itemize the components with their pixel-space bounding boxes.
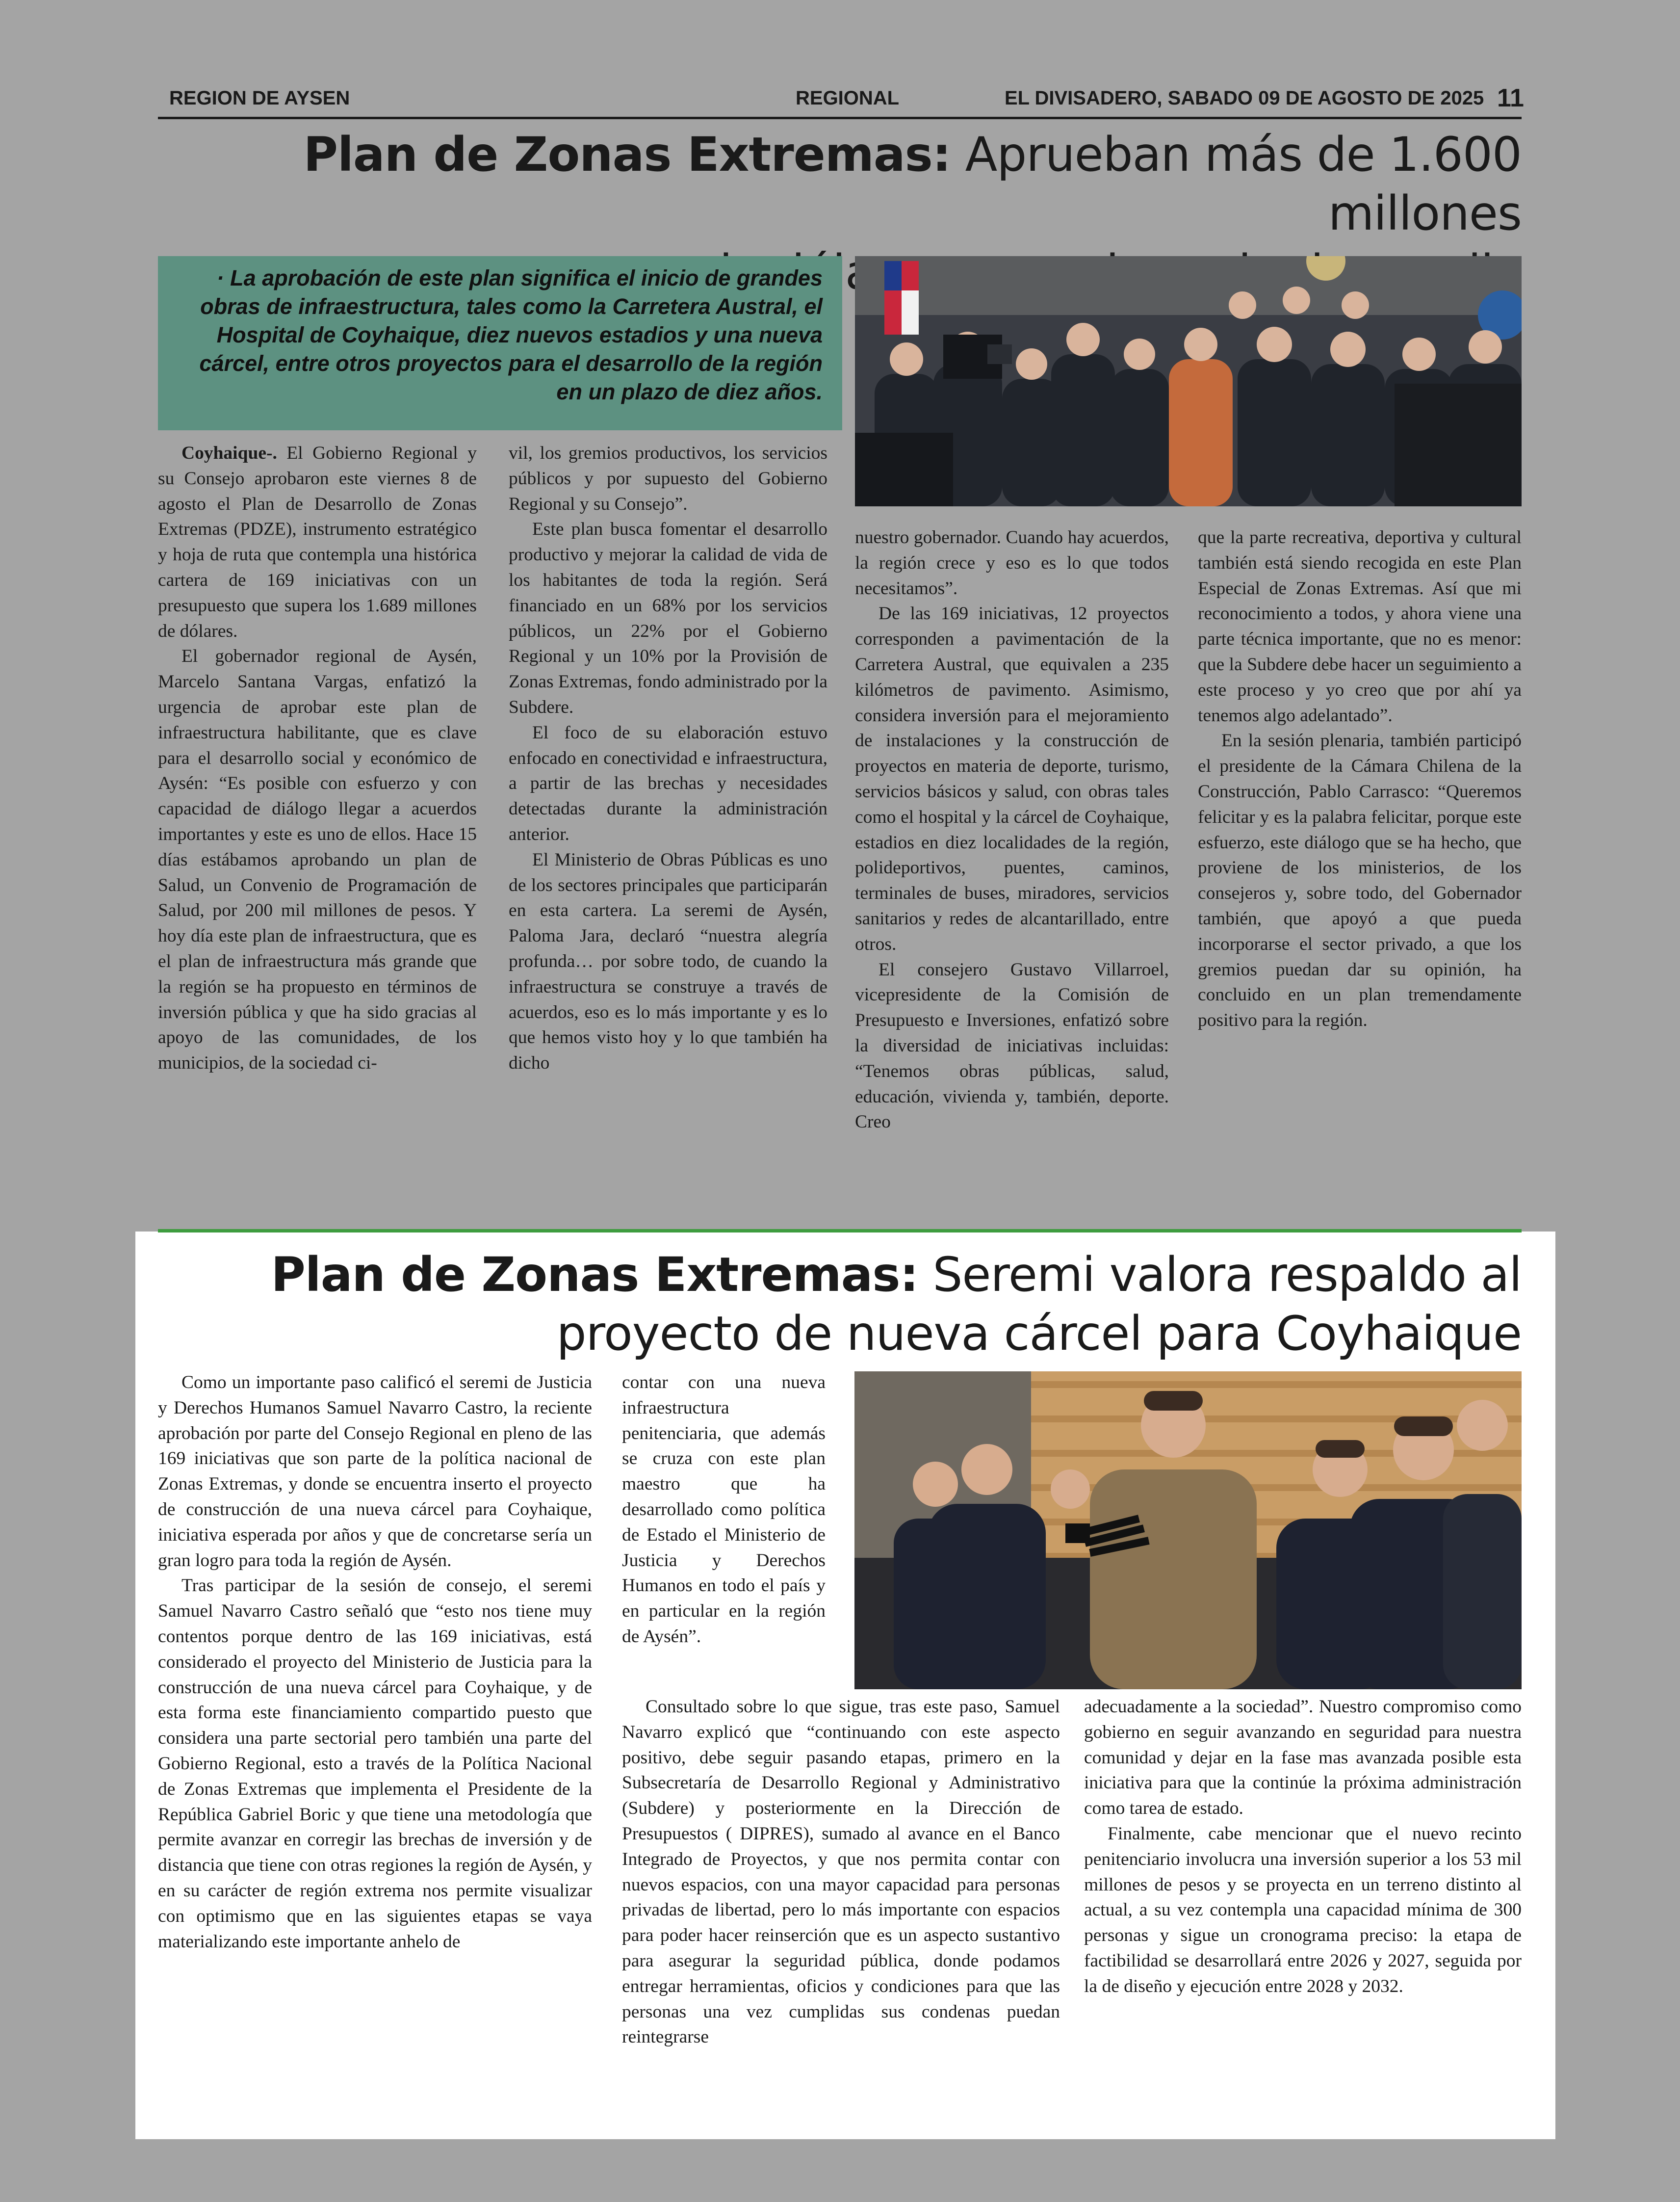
article1-dateline: Coyhaique-. — [181, 443, 277, 463]
article1-column-1 — [158, 441, 477, 1076]
article1-headline-bold: Plan de Zonas Extremas: — [303, 127, 951, 182]
article1-headline-line1: Aprueban más de 1.600 millones — [965, 127, 1522, 241]
article2-col3-paragraph-1: adecuadamente a la sociedad”. Nuestro compromiso como gobierno en seguir avanzando en seguridad para nuestra comunidad y dejar en la fase mas avanzada posible esta iniciativa para que la continúe la próxima administración como tarea de estado. — [1084, 1697, 1522, 1819]
dateline: EL DIVISADERO, SABADO 09 DE AGOSTO DE 2025 — [1005, 87, 1484, 109]
article1-col3-paragraph-1: nuestro gobernador. Cuando hay acuerdos, la región crece y eso es lo que todos necesitamos”. — [855, 527, 1169, 599]
article2-headline-bold: Plan de Zonas Extremas: — [271, 1247, 918, 1302]
article2-col1-paragraph-1: Como un importante paso calificó el seremi de Justicia y Derechos Humanos Samuel Navarro Castro, la reciente aprobación por parte del Consejo Regional en pleno de las 169 iniciativas que son parte de la política nacional de Zonas Extremas, y donde se encuentra inserto el proyecto de construcción de una nueva cárcel para Coyhaique, iniciativa esperada por años y que de concretarse sería un gran logro para toda la región de Aysén. — [158, 1372, 592, 1571]
article1-col3-paragraph-3: El consejero Gustavo Villarroel, vicepresidente de la Comisión de Presupuesto e Inversiones, enfatizó sobre la diversidad de iniciativas incluidas: “Tenemos obras públicas, salud, educación, vivienda y, también, deporte. Creo — [855, 959, 1169, 1132]
article2-col3-paragraph-2: Finalmente, cabe mencionar que el nuevo recinto penitenciario involucra una inversión superior a los 53 mil millones de pesos y se proyecta en un terreno distinto al actual, a su vez contempla una capacidad mínima de 300 personas y sigue un cronograma preciso: la etapa de factibilidad se desarrollará entre 2026 y 2027, seguida por la de diseño y ejecución entre 2028 y 2032. — [1084, 1823, 1522, 1996]
article1-col2-paragraph-2: Este plan busca fomentar el desarrollo productivo y mejorar la calidad de vida de los habitantes de toda la región. Será financiado en un 68% por los servicios públicos, un 22% por el Gobierno Regional y un 10% por la Provisión de Zonas Extremas, fondo administrado por la Subdere. — [509, 519, 827, 717]
article2-headline-line2: proyecto de nueva cárcel para Coyhaique — [556, 1306, 1522, 1361]
article1-col3-paragraph-2: De las 169 iniciativas, 12 proyectos corresponden a pavimentación de la Carretera Austral, que equivalen a 235 kilómetros de pavimento. Asimismo, considera inversión para el mejoramiento de instalaciones y la construcción de proyectos en materia de deporte, turismo, servicios básicos y salud, con obras tales como el hospital y la cárcel de Coyhaique, estadios en diez localidades de la región, polideportivos, puentes, caminos, terminales de buses, miradores, servicios sanitarios y redes de alcantarillado, entre otros. — [855, 603, 1169, 954]
article2-col2-top-paragraph: contar con una nueva infraestructura penitenciaria, que además se cruza con este plan maestro que ha desarrollado como política de Estado el Ministerio de Justicia y Derechos Humanos en todo el país y en particular en la región de Aysén”. — [622, 1372, 826, 1647]
article2-column-2 — [622, 1694, 1060, 2050]
article2-headline-line1: Seremi valora respaldo al — [932, 1247, 1522, 1302]
article1-col2-paragraph-4: El Ministerio de Obras Públicas es uno de los sectores principales que participarán en esta cartera. La seremi de Aysén, Paloma Jara, declaró “nuestra alegría profunda… por sobre todo, de cuando la infraestructura se construye a través de acuerdos, eso es lo más importante y es lo que hemos visto hoy y lo que también ha dicho — [509, 849, 827, 1074]
article2-column-1 — [158, 1370, 592, 1954]
article1-col4-paragraph-2: En la sesión plenaria, también participó el presidente de la Cámara Chilena de la Construcción, Pablo Carrasco: “Queremos felicitar y es la palabra felicitar, porque este esfuerzo, este diálogo que se ha hecho, que proviene de los ministerios, de los consejeros y, sobre todo, del Gobernador también, que apoyó a que pueda incorporarse el sector privado, a que los gremios puedan dar su opinión, ha concluido en un plan tremendamente positivo para la región. — [1198, 731, 1522, 1031]
article2-photo — [854, 1371, 1522, 1689]
article1-col2-paragraph-1: vil, los gremios productivos, los servicios públicos y por supuesto del Gobierno Regional y su Consejo”. — [509, 443, 827, 514]
article1-col2-paragraph-3: El foco de su elaboración estuvo enfocado en conectividad e infraestructura, a partir de las brechas y necesidades detectadas durante la administración anterior. — [509, 722, 827, 844]
article1-col1-paragraph-1: El Gobierno Regional y su Consejo aprobaron este viernes 8 de agosto el Plan de Desarrollo de Zonas Extremas (PDZE), instrumento estratégico y hoja de ruta que contempla una histórica cartera de 169 iniciativas con un presupuesto que supera los 1.689 millones de dólares. — [158, 443, 477, 641]
article1-photo — [855, 256, 1522, 506]
category-label: REGIONAL — [796, 87, 900, 109]
lead-box — [158, 256, 842, 430]
article2-column-3 — [1084, 1694, 1522, 1999]
article2-headline — [158, 1245, 1522, 1363]
article2-col1-paragraph-2: Tras participar de la sesión de consejo, el seremi Samuel Navarro Castro señaló que “esto nos tiene muy contentos porque dentro de las 169 iniciativas, está considerado el proyecto del Ministerio de Justicia para la construcción de una nueva cárcel para Coyhaique, y de esta forma este financiamiento compartido puesto que considera una parte sectorial pero también una parte del Gobierno Regional, esto a través de la Política Nacional de Zonas Extremas que implementa el Presidente de la República Gabriel Boric y que tiene una metodología que permite avanzar en corregir las brechas de inversión y de distancia que tiene con otras regiones la región de Aysén, y en su carácter de región extrema nos permite visualizar con optimismo que en las siguientes etapas se vaya materializando este importante anhelo de — [158, 1575, 592, 1952]
article1-column-4 — [1198, 525, 1522, 1033]
header-rule — [158, 117, 1522, 119]
article2-column-2-top — [622, 1370, 826, 1650]
article1-col1-paragraph-2: El gobernador regional de Aysén, Marcelo Santana Vargas, enfatizó la urgencia de aprobar este plan de infraestructura habilitante, que es clave para el desarrollo social y económico de Aysén: “Es posible con esfuerzo y con capacidad de diálogo llegar a acuerdos importantes y este es uno de ellos. Hace 15 días estábamos aprobando un plan de Salud, un Convenio de Programación de Salud, por 200 mil millones de pesos. Y hoy día este plan de infraestructura, que es el plan de infraestructura más grande que la región se ha propuesto en términos de inversión pública y que ha sido gracias al apoyo de las comunidades, de los municipios, de la sociedad ci- — [158, 646, 477, 1074]
page-number: 11 — [1497, 84, 1524, 112]
article-divider — [158, 1229, 1522, 1232]
lead-text: La aprobación de este plan significa el inicio de grandes obras de infraestructura, tales como la Carretera Austral, el Hospital de Coyhaique, diez nuevos estadios y una nueva cárcel, entre otros proyectos para el desarrollo de la región en un plazo de diez años. — [199, 265, 823, 404]
article1-col4-paragraph-1: que la parte recreativa, deportiva y cultural también está siendo recogida en este Plan Especial de Zonas Extremas. Así que mi reconocimiento a todos, y ahora viene una parte técnica importante, que no es menor: que la Subdere debe hacer un seguimiento a este proceso y yo creo que por ahí ya tenemos algo adelantado”. — [1198, 527, 1522, 726]
article1-column-3 — [855, 525, 1169, 1135]
section-label: REGION DE AYSEN — [169, 87, 350, 109]
lead-bullet: · — [216, 265, 224, 290]
article2-col2-paragraph-2: Consultado sobre lo que sigue, tras este paso, Samuel Navarro explicó que “continuando con este aspecto positivo, debe seguir pasando etapas, primero en la Subsecretaría de Desarrollo Regional y Administrativo (Subdere) y posteriormente en la Dirección de Presupuestos ( DIPRES), sumado al avance en el Banco Integrado de Proyectos, y que nos permita contar con nuevos espacios, con una mayor capacidad para personas privadas de libertad, pero lo más importante con espacios para poder hacer reinserción que es un aspecto sustantivo para asegurar la seguridad pública, donde podamos entregar herramientas, oficios y condiciones para que las personas una vez cumplidas sus condenas puedan reintegrarse — [622, 1697, 1060, 2047]
article1-column-2 — [509, 441, 827, 1076]
